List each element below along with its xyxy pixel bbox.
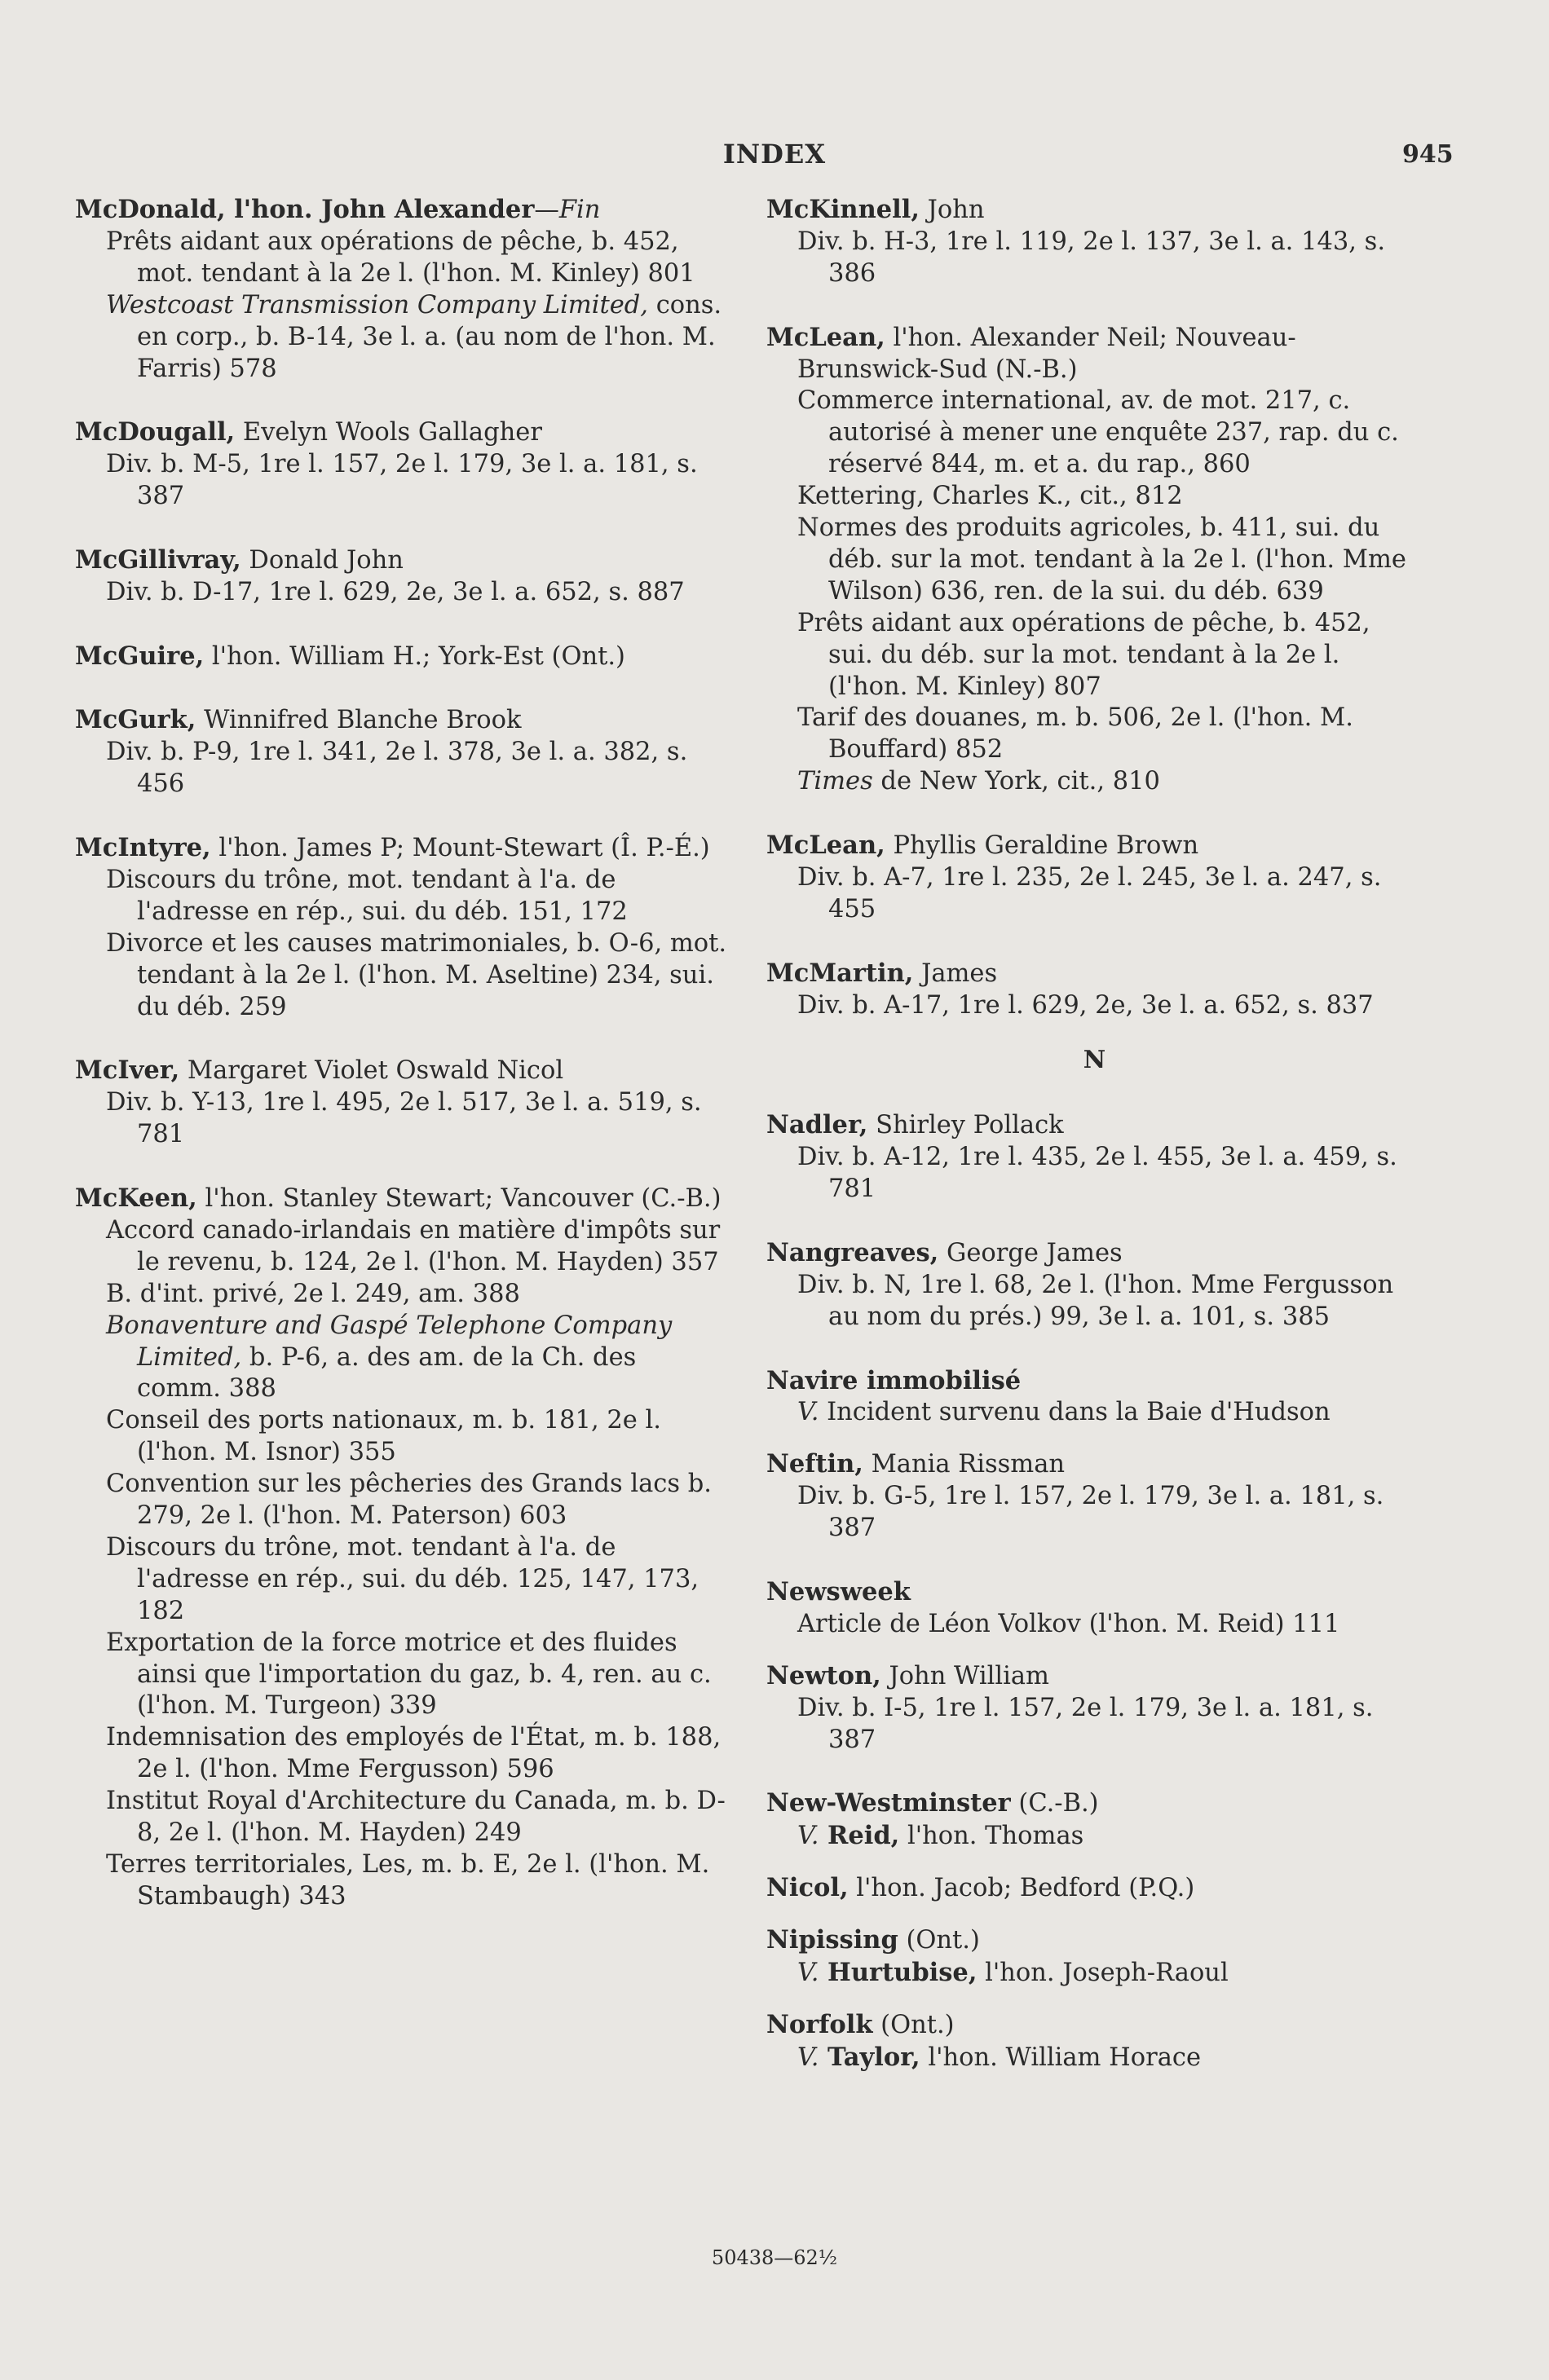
entry-subentry: Terres territoriales, Les, m. b. E, 2e l. (l'hon. M. Stambaugh) 343 [106,1850,710,1911]
entry-subentry: Bonaventure and Gaspé Telephone Company Limited, b. P-6, a. des am. de la Ch. des comm. 388 [106,1311,673,1404]
index-entry [75,1183,727,1913]
entry-subentry: Times de New York, cit., 810 [797,767,1160,796]
section-letter: N [1083,1046,1106,1075]
index-entry [766,1872,1423,1905]
entry-headword: Nicol, l'hon. Jacob; Bedford (P.Q.) [766,1873,1195,1903]
entry-headword: McIver, Margaret Violet Oswald Nicol [75,1056,564,1086]
entry-headword: McDougall, Evelyn Wools Gallagher [75,417,542,447]
index-entry [766,1576,1423,1641]
entry-subentry: Tarif des douanes, m. b. 506, 2e l. (l'hon. M. Bouffard) 852 [797,703,1353,765]
entry-subentry: B. d'int. privé, 2e l. 249, am. 388 [106,1279,520,1308]
index-entry [766,1787,1423,1853]
index-entry [766,1448,1423,1545]
entry-headword: McLean, Phyllis Geraldine Brown [766,831,1199,861]
entry-subentry: V. Incident survenu dans la Baie d'Hudson [797,1398,1331,1427]
index-entry [766,2009,1423,2074]
right-column [766,194,1423,2106]
index-entry [766,830,1423,926]
entry-headword: Nadler, Shirley Pollack [766,1110,1064,1140]
entry-subentry: Div. b. A-12, 1re l. 435, 2e l. 455, 3e l. a. 459, s. 781 [797,1143,1397,1204]
entry-subentry: V. Reid, l'hon. Thomas [797,1821,1084,1851]
entry-subentry: Div. b. G-5, 1re l. 157, 2e l. 179, 3e l. a. 181, s. 387 [797,1482,1384,1543]
index-entry [766,1660,1423,1756]
entry-subentry: Div. b. Y-13, 1re l. 495, 2e l. 517, 3e l. a. 519, s. 781 [106,1088,702,1149]
index-entry [75,544,727,609]
entry-headword: McGillivray, Donald John [75,544,404,575]
left-column [75,194,727,1945]
entry-subentry: Div. b. A-7, 1re l. 235, 2e l. 245, 3e l. a. 247, s. 455 [797,863,1382,923]
entry-subentry: Westcoast Transmission Company Limited, cons. en corp., b. B-14, 3e l. a. (au nom de l'hon. M. Farris) 578 [106,290,722,383]
index-entry [75,641,727,673]
index-entry [766,194,1423,290]
entry-subentry: Accord canado-irlandais en matière d'impôts sur le revenu, b. 124, 2e l. (l'hon. M. Hayden) 357 [106,1215,721,1276]
index-entry [766,322,1423,799]
entry-subentry: Indemnisation des employés de l'État, m. b. 188, 2e l. (l'hon. Mme Fergusson) 596 [106,1723,722,1784]
entry-subentry: V. Taylor, l'hon. William Horace [797,2042,1202,2072]
entry-headword: Nangreaves, George James [766,1237,1123,1267]
page-number: 945 [1402,140,1454,169]
entry-subentry: Exportation de la force motrice et des fluides ainsi que l'importation du gaz, b. 4, ren. au c. (l'hon. M. Turgeon) 339 [106,1628,712,1721]
entry-subentry: Div. b. H-3, 1re l. 119, 2e l. 137, 3e l. a. 143, s. 386 [797,227,1386,288]
entry-subentry: Institut Royal d'Architecture du Canada, m. b. D-8, 2e l. (l'hon. M. Hayden) 249 [106,1787,726,1848]
entry-subentry: Prêts aidant aux opérations de pêche, b. 452, mot. tendant à la 2e l. (l'hon. M. Kinley) 801 [106,227,695,288]
entry-headword: McGuire, l'hon. William H.; York-Est (Ont.) [75,641,625,671]
index-entry [75,704,727,800]
index-entry [766,958,1423,1022]
entry-headword: McKinnell, John [766,195,985,224]
entry-headword: Neftin, Mania Rissman [766,1449,1066,1479]
index-entry [75,1055,727,1151]
entry-subentry: V. Hurtubise, l'hon. Joseph-Raoul [797,1958,1229,1987]
entry-subentry: Discours du trône, mot. tendant à l'a. de l'adresse en rép., sui. du déb. 125, 147, 173, 182 [106,1532,699,1625]
index-entry [766,1924,1423,1990]
entry-subentry: Discours du trône, mot. tendant à l'a. de l'adresse en rép., sui. du déb. 151, 172 [106,865,628,926]
index-entry [766,1365,1423,1430]
entry-subentry: Convention sur les pêcheries des Grands lacs b. 279, 2e l. (l'hon. M. Paterson) 603 [106,1470,712,1531]
entry-headword: McGurk, Winnifred Blanche Brook [75,705,522,735]
entry-headword: Navire immobilisé [766,1365,1022,1395]
entry-subentry: Conseil des ports nationaux, m. b. 181, 2e l. (l'hon. M. Isnor) 355 [106,1406,661,1467]
entry-subentry: Div. b. N, 1re l. 68, 2e l. (l'hon. Mme Fergusson au nom du prés.) 99, 3e l. a. 101, s. 385 [797,1270,1394,1331]
entry-headword: Nipissing (Ont.) [766,1925,980,1955]
entry-subentry: Div. b. I-5, 1re l. 157, 2e l. 179, 3e l. a. 181, s. 387 [797,1693,1374,1754]
index-entry [75,194,727,385]
entry-headword: McIntyre, l'hon. James P; Mount-Stewart (Î. P.-É.) [75,833,710,863]
entry-subentry: Div. b. P-9, 1re l. 341, 2e l. 378, 3e l. a. 382, s. 456 [106,738,688,799]
page-footer: 50438—62½ [711,2246,838,2269]
entry-subentry: Article de Léon Volkov (l'hon. M. Reid) 111 [797,1609,1340,1638]
entry-subentry: Commerce international, av. de mot. 217, c. autorisé à mener une enquête 237, rap. du c. réservé 844, m. et a. du rap., 860 [797,386,1399,479]
index-entry [766,1109,1423,1205]
entry-subentry: Divorce et les causes matrimoniales, b. O-6, mot. tendant à la 2e l. (l'hon. M. Aseltine) 234, sui. du déb. 259 [106,928,727,1021]
entry-subentry: Div. b. A-17, 1re l. 629, 2e, 3e l. a. 652, s. 837 [797,990,1374,1020]
entry-subentry: Kettering, Charles K., cit., 812 [797,482,1183,511]
entry-headword: McMartin, James [766,958,998,988]
entry-headword: McDonald, l'hon. John Alexander—Fin [75,195,601,224]
entry-subentry: Normes des produits agricoles, b. 411, sui. du déb. sur la mot. tendant à la 2e l. (l'hon. Mme Wilson) 636, ren. de la sui. du déb. 639 [797,513,1406,606]
index-entry [766,1237,1423,1333]
index-entry [75,416,727,513]
entry-headword: Norfolk (Ont.) [766,2009,955,2039]
entry-subentry: Div. b. D-17, 1re l. 629, 2e, 3e l. a. 652, s. 887 [106,577,685,606]
page-title: INDEX [722,139,827,170]
entry-headword: Newton, John William [766,1660,1049,1690]
entry-subentry: Div. b. M-5, 1re l. 157, 2e l. 179, 3e l. a. 181, s. 387 [106,450,698,511]
index-entry [75,832,727,1023]
entry-headword: McLean, l'hon. Alexander Neil; Nouveau-Brunswick-Sud (N.-B.) [766,322,1296,384]
entry-headword: New-Westminster (C.-B.) [766,1788,1099,1818]
entry-subentry: Prêts aidant aux opérations de pêche, b. 452, sui. du déb. sur la mot. tendant à la 2e l. (l'hon. M. Kinley) 807 [797,608,1370,701]
entry-headword: Newsweek [766,1576,911,1606]
entry-headword: McKeen, l'hon. Stanley Stewart; Vancouver (C.-B.) [75,1183,722,1213]
